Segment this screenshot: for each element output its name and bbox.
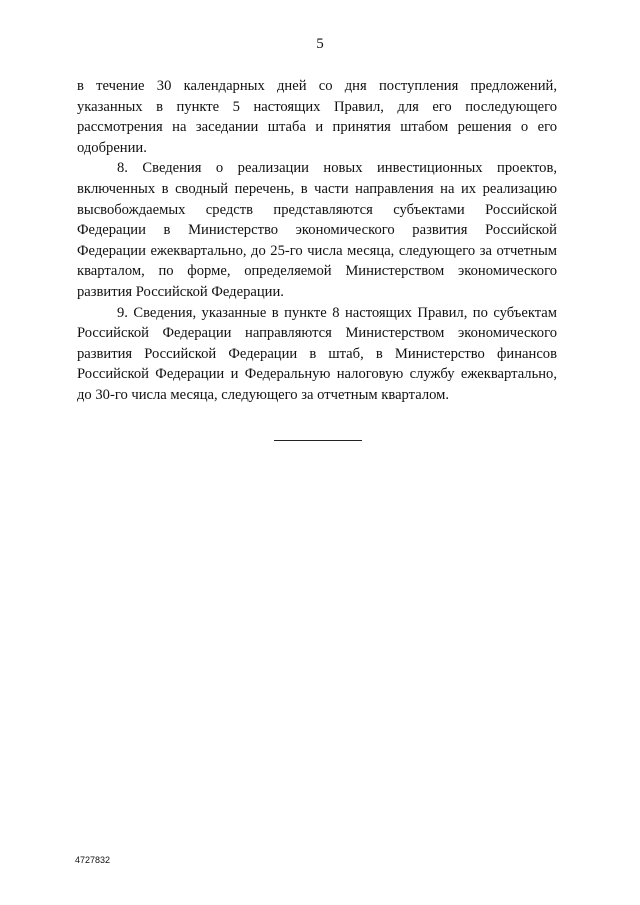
paragraph-item-9: 9. Сведения, указанные в пункте 8 настоящих Правил, по субъектам Российской Федерации направляются Министерством экономического развития Российской Федерации в штаб, в Министерство финансов Российской Федерации и Федеральную налоговую службу ежеквартально, до 30-го числа месяца, следующего за отчетным кварталом. <box>77 304 557 403</box>
paragraph-continuation: в течение 30 календарных дней со дня поступления предложений, указанных в пункте 5 настоящих Правил, для его последующего рассмотрения на заседании штаба и принятия штабом решения о его одобрении. <box>77 78 557 156</box>
document-body <box>77 76 557 406</box>
end-of-text-rule <box>274 440 362 441</box>
document-code: 4727832 <box>75 855 111 865</box>
paragraph-item-8: 8. Сведения о реализации новых инвестиционных проектов, включенных в сводный перечень, в части направления на их реализацию высвобождаемых средств представляются субъектами Российской Федерации в Министерство экономического развития Российской Федерации ежеквартально, до 25-го числа месяца, следующего за отчетным кварталом, по форме, определяемой Министерством экономического развития Российской Федерации. <box>77 160 557 300</box>
page-number: 5 <box>316 36 324 52</box>
